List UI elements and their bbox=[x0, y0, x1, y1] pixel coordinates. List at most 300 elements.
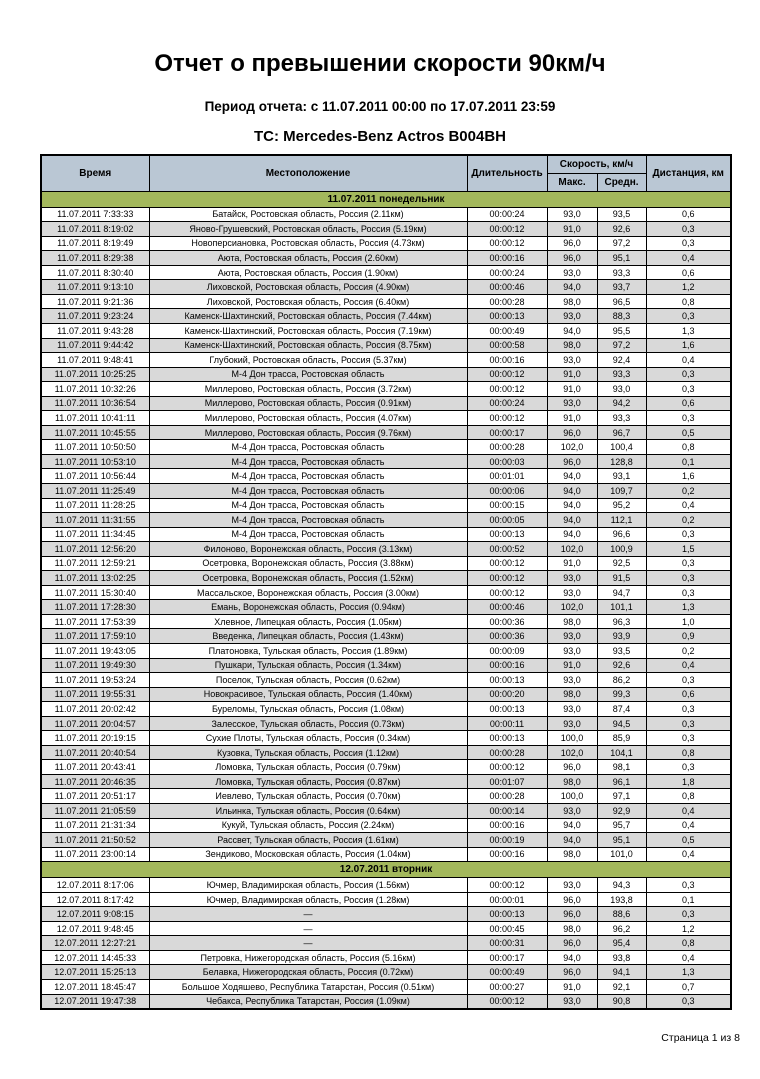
speed-avg-cell: 112,1 bbox=[597, 513, 646, 528]
speed-max-cell: 98,0 bbox=[547, 294, 597, 309]
speed-max-cell: 94,0 bbox=[547, 469, 597, 484]
table-row bbox=[41, 760, 731, 775]
time-cell: 11.07.2011 20:46:35 bbox=[41, 774, 149, 789]
table-row bbox=[41, 367, 731, 382]
speed-avg-cell: 94,3 bbox=[597, 878, 646, 893]
time-cell: 12.07.2011 12:27:21 bbox=[41, 936, 149, 951]
speed-avg-cell: 92,9 bbox=[597, 804, 646, 819]
speed-avg-cell: 95,7 bbox=[597, 818, 646, 833]
page-number: Страница 1 из 8 bbox=[661, 1032, 740, 1045]
duration-cell: 00:01:07 bbox=[467, 774, 547, 789]
table-row bbox=[41, 907, 731, 922]
speed-avg-cell: 97,1 bbox=[597, 789, 646, 804]
location-cell: Белавка, Нижегородская область, Россия (0.72км) bbox=[149, 965, 467, 980]
speed-max-cell: 91,0 bbox=[547, 980, 597, 995]
table-row bbox=[41, 936, 731, 951]
time-cell: 11.07.2011 9:48:41 bbox=[41, 353, 149, 368]
table-row bbox=[41, 323, 731, 338]
speed-max-cell: 96,0 bbox=[547, 936, 597, 951]
time-cell: 11.07.2011 23:00:14 bbox=[41, 847, 149, 862]
table-body bbox=[41, 191, 731, 1009]
speed-avg-cell: 86,2 bbox=[597, 673, 646, 688]
speed-avg-cell: 92,6 bbox=[597, 222, 646, 237]
speed-max-cell: 93,0 bbox=[547, 585, 597, 600]
distance-cell: 1,3 bbox=[646, 323, 731, 338]
table-row bbox=[41, 498, 731, 513]
location-cell: Иевлево, Тульская область, Россия (0.70км) bbox=[149, 789, 467, 804]
location-cell: Филоново, Воронежская область, Россия (3.13км) bbox=[149, 542, 467, 557]
speed-avg-cell: 95,2 bbox=[597, 498, 646, 513]
location-cell: Сухие Плоты, Тульская область, Россия (0.34км) bbox=[149, 731, 467, 746]
duration-cell: 00:00:17 bbox=[467, 425, 547, 440]
speed-avg-cell: 101,1 bbox=[597, 600, 646, 615]
distance-cell: 1,5 bbox=[646, 542, 731, 557]
time-cell: 11.07.2011 20:04:57 bbox=[41, 716, 149, 731]
speed-max-cell: 94,0 bbox=[547, 818, 597, 833]
speed-avg-cell: 94,7 bbox=[597, 585, 646, 600]
time-cell: 11.07.2011 11:28:25 bbox=[41, 498, 149, 513]
distance-cell: 0,1 bbox=[646, 454, 731, 469]
speed-avg-cell: 93,8 bbox=[597, 950, 646, 965]
time-cell: 12.07.2011 15:25:13 bbox=[41, 965, 149, 980]
duration-cell: 00:00:17 bbox=[467, 950, 547, 965]
time-cell: 11.07.2011 21:05:59 bbox=[41, 804, 149, 819]
location-cell: Емань, Воронежская область, Россия (0.94км) bbox=[149, 600, 467, 615]
location-cell: Платоновка, Тульская область, Россия (1.89км) bbox=[149, 644, 467, 659]
duration-cell: 00:00:13 bbox=[467, 907, 547, 922]
distance-cell: 0,2 bbox=[646, 513, 731, 528]
speed-max-cell: 102,0 bbox=[547, 745, 597, 760]
duration-cell: 00:00:05 bbox=[467, 513, 547, 528]
speed-max-cell: 91,0 bbox=[547, 556, 597, 571]
location-cell: Миллерово, Ростовская область, Россия (9.76км) bbox=[149, 425, 467, 440]
table-row bbox=[41, 338, 731, 353]
speed-max-cell: 93,0 bbox=[547, 396, 597, 411]
time-cell: 11.07.2011 9:13:10 bbox=[41, 280, 149, 295]
location-cell: Новоперсиановка, Ростовская область, Россия (4.73км) bbox=[149, 236, 467, 251]
table-row bbox=[41, 382, 731, 397]
speed-avg-cell: 95,1 bbox=[597, 833, 646, 848]
speed-max-cell: 94,0 bbox=[547, 483, 597, 498]
speed-max-cell: 94,0 bbox=[547, 833, 597, 848]
time-cell: 11.07.2011 10:41:11 bbox=[41, 411, 149, 426]
duration-cell: 00:00:13 bbox=[467, 731, 547, 746]
speed-avg-cell: 96,7 bbox=[597, 425, 646, 440]
distance-cell: 1,3 bbox=[646, 600, 731, 615]
speed-avg-cell: 91,5 bbox=[597, 571, 646, 586]
duration-cell: 00:00:19 bbox=[467, 833, 547, 848]
day-section-label: 12.07.2011 вторник bbox=[41, 862, 731, 878]
table-row bbox=[41, 980, 731, 995]
table-row bbox=[41, 556, 731, 571]
time-cell: 11.07.2011 20:19:15 bbox=[41, 731, 149, 746]
speed-avg-cell: 94,2 bbox=[597, 396, 646, 411]
location-cell: Аюта, Ростовская область, Россия (2.60км) bbox=[149, 251, 467, 266]
table-row bbox=[41, 878, 731, 893]
speed-max-cell: 94,0 bbox=[547, 498, 597, 513]
speed-max-cell: 93,0 bbox=[547, 644, 597, 659]
location-cell: Каменск-Шахтинский, Ростовская область, Россия (8.75км) bbox=[149, 338, 467, 353]
duration-cell: 00:00:12 bbox=[467, 236, 547, 251]
speed-avg-cell: 95,4 bbox=[597, 936, 646, 951]
time-cell: 11.07.2011 17:28:30 bbox=[41, 600, 149, 615]
table-row bbox=[41, 513, 731, 528]
speed-avg-cell: 96,3 bbox=[597, 614, 646, 629]
speed-max-cell: 96,0 bbox=[547, 236, 597, 251]
speed-max-cell: 96,0 bbox=[547, 760, 597, 775]
table-row bbox=[41, 207, 731, 222]
speed-avg-cell: 92,6 bbox=[597, 658, 646, 673]
speed-max-cell: 96,0 bbox=[547, 454, 597, 469]
duration-cell: 00:00:16 bbox=[467, 818, 547, 833]
distance-cell: 0,1 bbox=[646, 892, 731, 907]
table-row bbox=[41, 629, 731, 644]
col-header-speed-avg: Средн. bbox=[597, 173, 646, 191]
location-cell: Миллерово, Ростовская область, Россия (4.07км) bbox=[149, 411, 467, 426]
time-cell: 12.07.2011 8:17:42 bbox=[41, 892, 149, 907]
speed-avg-cell: 193,8 bbox=[597, 892, 646, 907]
duration-cell: 00:00:13 bbox=[467, 527, 547, 542]
speed-avg-cell: 96,1 bbox=[597, 774, 646, 789]
speed-max-cell: 102,0 bbox=[547, 440, 597, 455]
speed-max-cell: 93,0 bbox=[547, 207, 597, 222]
table-header bbox=[41, 155, 731, 192]
time-cell: 12.07.2011 18:45:47 bbox=[41, 980, 149, 995]
speed-max-cell: 96,0 bbox=[547, 907, 597, 922]
speed-max-cell: 91,0 bbox=[547, 411, 597, 426]
table-row bbox=[41, 571, 731, 586]
location-cell: Новокрасивое, Тульская область, Россия (1.40км) bbox=[149, 687, 467, 702]
time-cell: 11.07.2011 17:53:39 bbox=[41, 614, 149, 629]
time-cell: 11.07.2011 10:32:26 bbox=[41, 382, 149, 397]
location-cell: Ломовка, Тульская область, Россия (0.87км) bbox=[149, 774, 467, 789]
time-cell: 11.07.2011 7:33:33 bbox=[41, 207, 149, 222]
time-cell: 11.07.2011 10:25:25 bbox=[41, 367, 149, 382]
speed-avg-cell: 93,3 bbox=[597, 265, 646, 280]
location-cell: Лиховской, Ростовская область, Россия (4.90км) bbox=[149, 280, 467, 295]
col-header-location: Местоположение bbox=[149, 155, 467, 192]
table-row bbox=[41, 280, 731, 295]
table-row bbox=[41, 454, 731, 469]
speed-max-cell: 94,0 bbox=[547, 527, 597, 542]
table-row bbox=[41, 396, 731, 411]
location-cell: Чебакса, Республика Татарстан, Россия (1.09км) bbox=[149, 994, 467, 1009]
speed-max-cell: 93,0 bbox=[547, 994, 597, 1009]
location-cell: Большое Ходяшево, Республика Татарстан, Россия (0.51км) bbox=[149, 980, 467, 995]
location-cell: — bbox=[149, 921, 467, 936]
time-cell: 11.07.2011 10:45:55 bbox=[41, 425, 149, 440]
speed-avg-cell: 97,2 bbox=[597, 338, 646, 353]
time-cell: 11.07.2011 10:50:50 bbox=[41, 440, 149, 455]
table-row bbox=[41, 994, 731, 1009]
duration-cell: 00:00:09 bbox=[467, 644, 547, 659]
location-cell: Петровка, Нижегородская область, Россия (5.16км) bbox=[149, 950, 467, 965]
time-cell: 12.07.2011 19:47:38 bbox=[41, 994, 149, 1009]
speed-avg-cell: 94,5 bbox=[597, 716, 646, 731]
location-cell: Хлевное, Липецкая область, Россия (1.05км) bbox=[149, 614, 467, 629]
table-row bbox=[41, 774, 731, 789]
time-cell: 11.07.2011 11:34:45 bbox=[41, 527, 149, 542]
table-row bbox=[41, 527, 731, 542]
duration-cell: 00:00:12 bbox=[467, 585, 547, 600]
time-cell: 11.07.2011 9:21:36 bbox=[41, 294, 149, 309]
duration-cell: 00:00:58 bbox=[467, 338, 547, 353]
duration-cell: 00:00:14 bbox=[467, 804, 547, 819]
speed-avg-cell: 93,9 bbox=[597, 629, 646, 644]
speed-max-cell: 94,0 bbox=[547, 950, 597, 965]
speed-avg-cell: 100,4 bbox=[597, 440, 646, 455]
distance-cell: 0,4 bbox=[646, 498, 731, 513]
distance-cell: 1,8 bbox=[646, 774, 731, 789]
table-row bbox=[41, 804, 731, 819]
table-row bbox=[41, 687, 731, 702]
speed-avg-cell: 92,4 bbox=[597, 353, 646, 368]
distance-cell: 0,6 bbox=[646, 396, 731, 411]
table-row bbox=[41, 673, 731, 688]
speed-max-cell: 93,0 bbox=[547, 702, 597, 717]
distance-cell: 1,6 bbox=[646, 338, 731, 353]
table-row bbox=[41, 236, 731, 251]
location-cell: Зендиково, Московская область, Россия (1.04км) bbox=[149, 847, 467, 862]
distance-cell: 0,6 bbox=[646, 265, 731, 280]
speed-avg-cell: 94,1 bbox=[597, 965, 646, 980]
duration-cell: 00:00:24 bbox=[467, 396, 547, 411]
duration-cell: 00:00:16 bbox=[467, 847, 547, 862]
speed-avg-cell: 95,5 bbox=[597, 323, 646, 338]
speed-avg-cell: 104,1 bbox=[597, 745, 646, 760]
day-section-label: 11.07.2011 понедельник bbox=[41, 191, 731, 207]
duration-cell: 00:00:11 bbox=[467, 716, 547, 731]
time-cell: 11.07.2011 9:23:24 bbox=[41, 309, 149, 324]
report-title: Отчет о превышении скорости 90км/ч bbox=[154, 50, 606, 77]
duration-cell: 00:00:28 bbox=[467, 745, 547, 760]
time-cell: 11.07.2011 15:30:40 bbox=[41, 585, 149, 600]
location-cell: М-4 Дон трасса, Ростовская область bbox=[149, 454, 467, 469]
speed-max-cell: 96,0 bbox=[547, 965, 597, 980]
time-cell: 11.07.2011 21:50:52 bbox=[41, 833, 149, 848]
location-cell: Аюта, Ростовская область, Россия (1.90км) bbox=[149, 265, 467, 280]
table-row bbox=[41, 614, 731, 629]
duration-cell: 00:00:01 bbox=[467, 892, 547, 907]
speed-avg-cell: 93,7 bbox=[597, 280, 646, 295]
time-cell: 12.07.2011 14:45:33 bbox=[41, 950, 149, 965]
speed-max-cell: 93,0 bbox=[547, 673, 597, 688]
speed-avg-cell: 85,9 bbox=[597, 731, 646, 746]
distance-cell: 0,6 bbox=[646, 687, 731, 702]
distance-cell: 1,6 bbox=[646, 469, 731, 484]
distance-cell: 1,2 bbox=[646, 921, 731, 936]
location-cell: Массальское, Воронежская область, Россия (3.00км) bbox=[149, 585, 467, 600]
speed-avg-cell: 93,5 bbox=[597, 644, 646, 659]
speed-max-cell: 98,0 bbox=[547, 921, 597, 936]
distance-cell: 0,4 bbox=[646, 818, 731, 833]
distance-cell: 0,3 bbox=[646, 760, 731, 775]
speed-max-cell: 93,0 bbox=[547, 629, 597, 644]
distance-cell: 0,3 bbox=[646, 411, 731, 426]
duration-cell: 00:00:28 bbox=[467, 294, 547, 309]
time-cell: 11.07.2011 17:59:10 bbox=[41, 629, 149, 644]
duration-cell: 00:00:13 bbox=[467, 309, 547, 324]
distance-cell: 0,3 bbox=[646, 702, 731, 717]
time-cell: 11.07.2011 21:31:34 bbox=[41, 818, 149, 833]
distance-cell: 0,5 bbox=[646, 425, 731, 440]
time-cell: 12.07.2011 9:48:45 bbox=[41, 921, 149, 936]
table-row bbox=[41, 411, 731, 426]
speed-max-cell: 102,0 bbox=[547, 542, 597, 557]
distance-cell: 0,7 bbox=[646, 980, 731, 995]
distance-cell: 0,3 bbox=[646, 222, 731, 237]
distance-cell: 1,2 bbox=[646, 280, 731, 295]
location-cell: Миллерово, Ростовская область, Россия (0.91км) bbox=[149, 396, 467, 411]
table-row bbox=[41, 251, 731, 266]
duration-cell: 00:00:16 bbox=[467, 251, 547, 266]
speed-avg-cell: 101,0 bbox=[597, 847, 646, 862]
time-cell: 11.07.2011 10:36:54 bbox=[41, 396, 149, 411]
speed-max-cell: 91,0 bbox=[547, 382, 597, 397]
duration-cell: 00:00:12 bbox=[467, 411, 547, 426]
day-section-header bbox=[41, 862, 731, 878]
time-cell: 11.07.2011 20:51:17 bbox=[41, 789, 149, 804]
speed-max-cell: 93,0 bbox=[547, 716, 597, 731]
duration-cell: 00:00:13 bbox=[467, 702, 547, 717]
speed-max-cell: 93,0 bbox=[547, 265, 597, 280]
speed-max-cell: 93,0 bbox=[547, 309, 597, 324]
distance-cell: 0,3 bbox=[646, 527, 731, 542]
violations-table bbox=[40, 154, 732, 1011]
distance-cell: 0,3 bbox=[646, 907, 731, 922]
location-cell: М-4 Дон трасса, Ростовская область bbox=[149, 527, 467, 542]
location-cell: Глубокий, Ростовская область, Россия (5.37км) bbox=[149, 353, 467, 368]
speed-max-cell: 96,0 bbox=[547, 892, 597, 907]
distance-cell: 0,4 bbox=[646, 658, 731, 673]
speed-max-cell: 98,0 bbox=[547, 614, 597, 629]
speed-avg-cell: 88,3 bbox=[597, 309, 646, 324]
location-cell: — bbox=[149, 907, 467, 922]
table-row bbox=[41, 921, 731, 936]
speed-max-cell: 98,0 bbox=[547, 774, 597, 789]
col-header-speed-max: Макс. bbox=[547, 173, 597, 191]
duration-cell: 00:00:03 bbox=[467, 454, 547, 469]
speed-avg-cell: 93,0 bbox=[597, 382, 646, 397]
duration-cell: 00:00:20 bbox=[467, 687, 547, 702]
table-row bbox=[41, 965, 731, 980]
speed-avg-cell: 98,1 bbox=[597, 760, 646, 775]
distance-cell: 0,3 bbox=[646, 556, 731, 571]
speed-avg-cell: 93,3 bbox=[597, 411, 646, 426]
table-row bbox=[41, 644, 731, 659]
location-cell: М-4 Дон трасса, Ростовская область bbox=[149, 483, 467, 498]
table-row bbox=[41, 847, 731, 862]
speed-avg-cell: 93,1 bbox=[597, 469, 646, 484]
speed-max-cell: 94,0 bbox=[547, 323, 597, 338]
time-cell: 11.07.2011 10:53:10 bbox=[41, 454, 149, 469]
speed-max-cell: 91,0 bbox=[547, 658, 597, 673]
location-cell: Батайск, Ростовская область, Россия (2.11км) bbox=[149, 207, 467, 222]
speed-avg-cell: 97,2 bbox=[597, 236, 646, 251]
distance-cell: 0,4 bbox=[646, 353, 731, 368]
distance-cell: 0,8 bbox=[646, 745, 731, 760]
duration-cell: 00:00:12 bbox=[467, 382, 547, 397]
speed-avg-cell: 96,6 bbox=[597, 527, 646, 542]
location-cell: Пушкари, Тульская область, Россия (1.34км) bbox=[149, 658, 467, 673]
speed-avg-cell: 96,2 bbox=[597, 921, 646, 936]
duration-cell: 00:00:46 bbox=[467, 280, 547, 295]
table-row bbox=[41, 483, 731, 498]
speed-avg-cell: 92,5 bbox=[597, 556, 646, 571]
duration-cell: 00:00:52 bbox=[467, 542, 547, 557]
distance-cell: 0,2 bbox=[646, 483, 731, 498]
duration-cell: 00:00:15 bbox=[467, 498, 547, 513]
time-cell: 11.07.2011 8:19:49 bbox=[41, 236, 149, 251]
duration-cell: 00:00:36 bbox=[467, 629, 547, 644]
speed-avg-cell: 93,5 bbox=[597, 207, 646, 222]
location-cell: Каменск-Шахтинский, Ростовская область, Россия (7.44км) bbox=[149, 309, 467, 324]
table-row bbox=[41, 425, 731, 440]
speed-avg-cell: 99,3 bbox=[597, 687, 646, 702]
duration-cell: 00:00:28 bbox=[467, 440, 547, 455]
table-row bbox=[41, 702, 731, 717]
distance-cell: 0,4 bbox=[646, 251, 731, 266]
speed-max-cell: 93,0 bbox=[547, 353, 597, 368]
table-row bbox=[41, 294, 731, 309]
time-cell: 11.07.2011 20:43:41 bbox=[41, 760, 149, 775]
speed-max-cell: 91,0 bbox=[547, 367, 597, 382]
table-row bbox=[41, 658, 731, 673]
col-header-distance: Дистанция, км bbox=[646, 155, 731, 192]
table-row bbox=[41, 265, 731, 280]
distance-cell: 0,2 bbox=[646, 644, 731, 659]
speed-max-cell: 100,0 bbox=[547, 789, 597, 804]
speed-max-cell: 98,0 bbox=[547, 687, 597, 702]
speed-avg-cell: 92,1 bbox=[597, 980, 646, 995]
location-cell: Кузовка, Тульская область, Россия (1.12км) bbox=[149, 745, 467, 760]
speed-avg-cell: 88,6 bbox=[597, 907, 646, 922]
distance-cell: 0,6 bbox=[646, 207, 731, 222]
speed-max-cell: 93,0 bbox=[547, 878, 597, 893]
location-cell: Кукуй, Тульская область, Россия (2.24км) bbox=[149, 818, 467, 833]
location-cell: М-4 Дон трасса, Ростовская область bbox=[149, 498, 467, 513]
duration-cell: 00:00:45 bbox=[467, 921, 547, 936]
location-cell: — bbox=[149, 936, 467, 951]
duration-cell: 00:00:46 bbox=[467, 600, 547, 615]
time-cell: 11.07.2011 8:30:40 bbox=[41, 265, 149, 280]
distance-cell: 0,8 bbox=[646, 294, 731, 309]
speed-avg-cell: 128,8 bbox=[597, 454, 646, 469]
time-cell: 11.07.2011 11:25:49 bbox=[41, 483, 149, 498]
time-cell: 12.07.2011 9:08:15 bbox=[41, 907, 149, 922]
speed-max-cell: 94,0 bbox=[547, 280, 597, 295]
time-cell: 11.07.2011 20:40:54 bbox=[41, 745, 149, 760]
time-cell: 12.07.2011 8:17:06 bbox=[41, 878, 149, 893]
distance-cell: 0,3 bbox=[646, 236, 731, 251]
report-period: Период отчета: с 11.07.2011 00:00 по 17.07.2011 23:59 bbox=[204, 98, 556, 114]
distance-cell: 0,3 bbox=[646, 673, 731, 688]
speed-avg-cell: 95,1 bbox=[597, 251, 646, 266]
speed-avg-cell: 96,5 bbox=[597, 294, 646, 309]
duration-cell: 00:00:13 bbox=[467, 673, 547, 688]
table-row bbox=[41, 440, 731, 455]
duration-cell: 00:00:36 bbox=[467, 614, 547, 629]
time-cell: 11.07.2011 19:55:31 bbox=[41, 687, 149, 702]
duration-cell: 00:00:49 bbox=[467, 965, 547, 980]
table-row bbox=[41, 469, 731, 484]
location-cell: Ючмер, Владимирская область, Россия (1.56км) bbox=[149, 878, 467, 893]
duration-cell: 00:00:12 bbox=[467, 878, 547, 893]
location-cell: М-4 Дон трасса, Ростовская область bbox=[149, 440, 467, 455]
time-cell: 11.07.2011 10:56:44 bbox=[41, 469, 149, 484]
speed-avg-cell: 90,8 bbox=[597, 994, 646, 1009]
col-header-duration: Длительность bbox=[467, 155, 547, 192]
